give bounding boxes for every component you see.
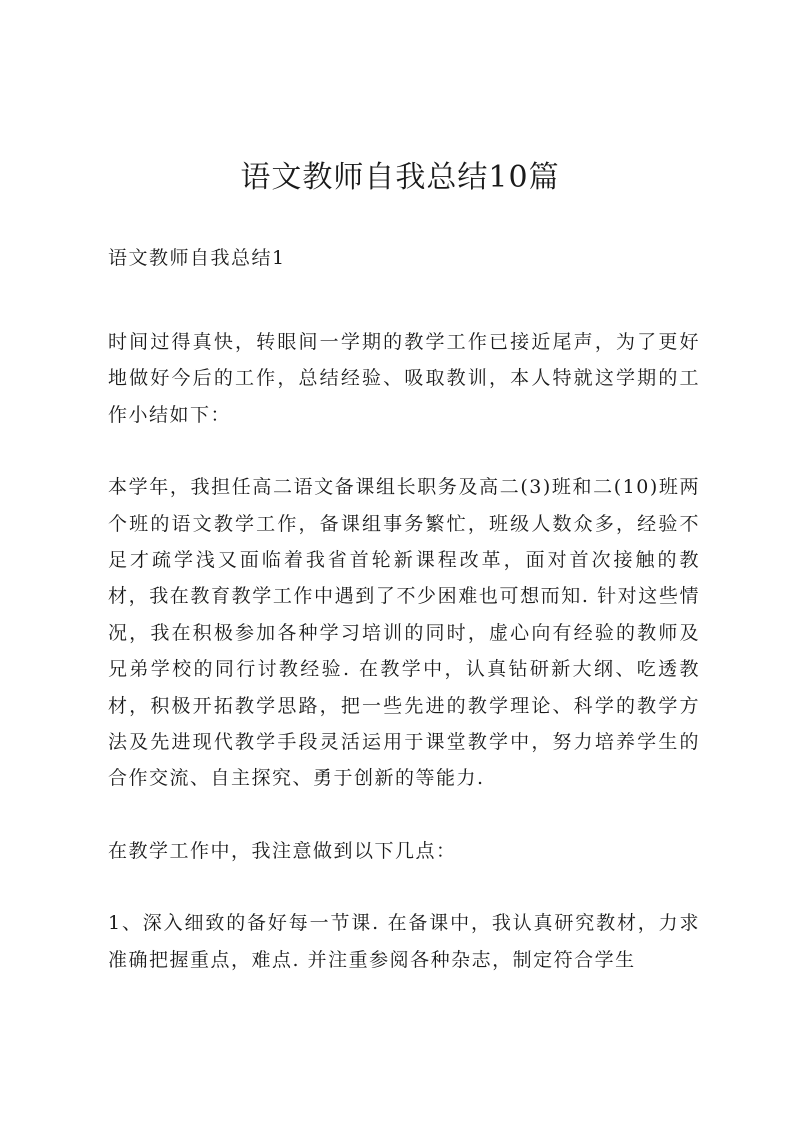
paragraph-intro: 时间过得真快，转眼间一学期的教学工作已接近尾声，为了更好地做好今后的工作，总结经验、吸取教训，本人特就这学期的工作小结如下：: [108, 331, 700, 426]
document-title: 语文教师自我总结10篇: [240, 160, 560, 195]
paragraph-teaching-overview: 本学年，我担任高二语文备课组长职务及高二(3)班和二(10)班两个班的语文教学工作，备课组事务繁忙，班级人数众多，经验不足才疏学浅又面临着我省首轮新课程改革，面对首次接触的教材，我在教育教学工作中遇到了不少困难也可想而知. 针对这些情况，我在积极参加各种学习培训的同时，虚心向有经验的教师及兄弟学校的同行讨教经验. 在教学中，认真钻研新大纲、吃透教材，积极开拓教学思路，把一些先进的教学理论、科学的教学方法及先进现代教学手段灵活运用于课堂教学中，努力培养学生的合作交流、自主探究、勇于创新的等能力.: [108, 476, 700, 790]
paragraph-point-1: 1、深入细致的备好每一节课. 在备课中，我认真研究教材，力求准确把握重点，难点. 并注重参阅各种杂志，制定符合学生: [108, 912, 700, 971]
section-heading: 语文教师自我总结1: [108, 247, 286, 269]
paragraph-points-lead: 在教学工作中，我注意做到以下几点：: [108, 839, 457, 862]
document-body: [108, 240, 700, 1014]
